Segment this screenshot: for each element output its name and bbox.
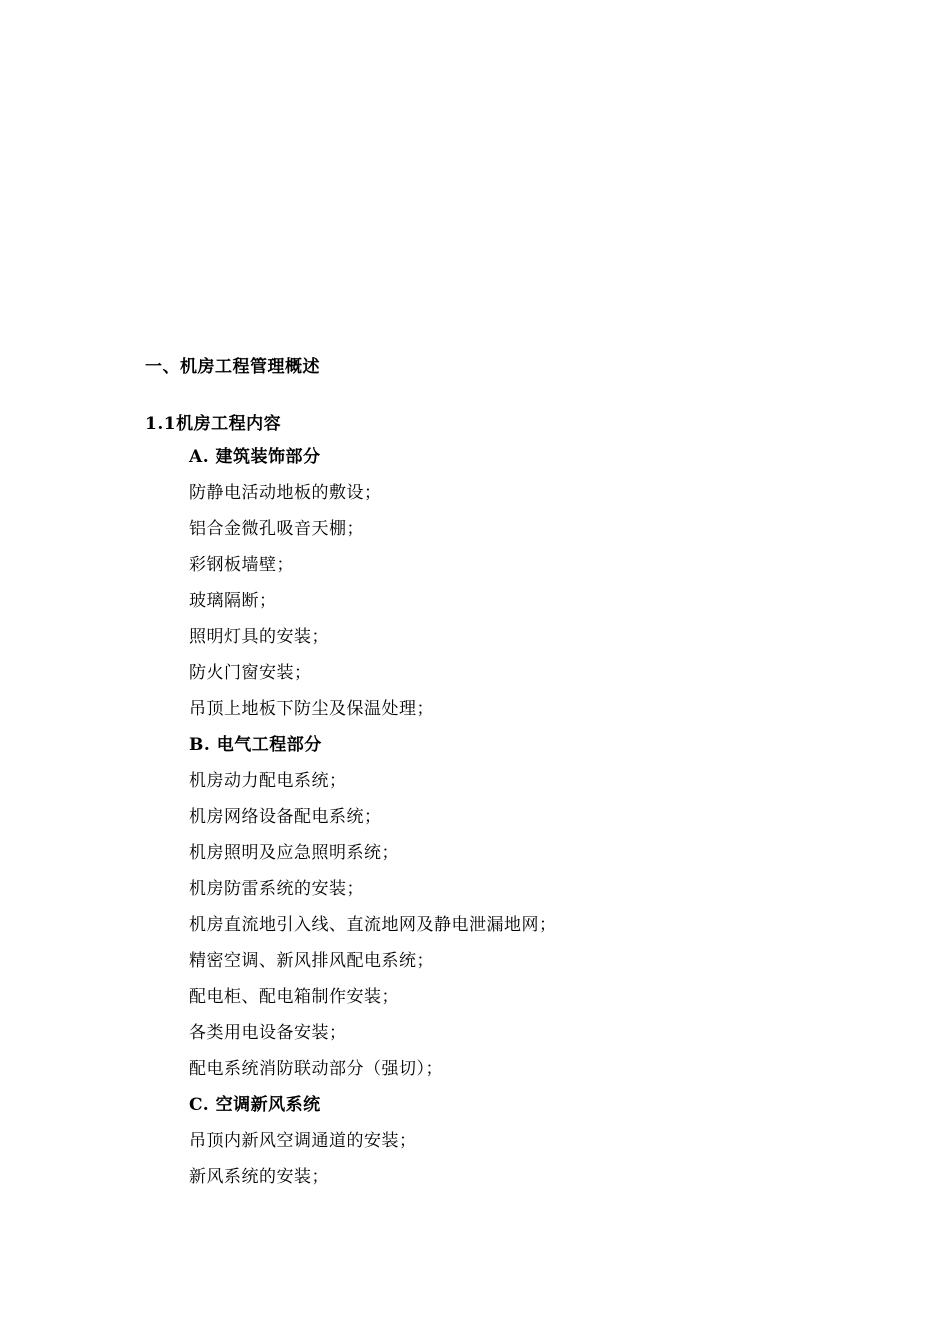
list-item: 防静电活动地板的敷设；: [189, 483, 382, 503]
list-item: 吊顶上地板下防尘及保温处理；: [189, 699, 434, 719]
group-title-a: A. 建筑装饰部分: [189, 447, 321, 467]
list-item: 机房防雷系统的安装；: [189, 879, 364, 899]
list-item: 玻璃隔断；: [189, 591, 277, 611]
list-item: 精密空调、新风排风配电系统；: [189, 951, 434, 971]
group-title-b: B. 电气工程部分: [189, 735, 322, 755]
list-item: 铝合金微孔吸音天棚；: [189, 519, 364, 539]
list-item: 机房动力配电系统；: [189, 771, 347, 791]
list-item: 配电系统消防联动部分（强切）；: [189, 1059, 443, 1079]
subsection-title: 1.1机房工程内容: [145, 414, 282, 434]
list-item: 防火门窗安装；: [189, 663, 312, 683]
list-item: 照明灯具的安装；: [189, 627, 329, 647]
list-item: 彩钢板墙壁；: [189, 555, 294, 575]
content-list: [189, 442, 909, 1198]
list-item: 机房直流地引入线、直流地网及静电泄漏地网；: [189, 915, 557, 935]
list-item: 配电柜、配电箱制作安装；: [189, 987, 399, 1007]
list-item: 机房网络设备配电系统；: [189, 807, 382, 827]
list-item: 新风系统的安装；: [189, 1167, 329, 1187]
list-item: 吊顶内新风空调通道的安装；: [189, 1131, 417, 1151]
group-title-c: C. 空调新风系统: [189, 1095, 321, 1115]
list-item: 各类用电设备安装；: [189, 1023, 347, 1043]
list-item: 机房照明及应急照明系统；: [189, 843, 399, 863]
section-title: 一、机房工程管理概述: [145, 357, 320, 377]
